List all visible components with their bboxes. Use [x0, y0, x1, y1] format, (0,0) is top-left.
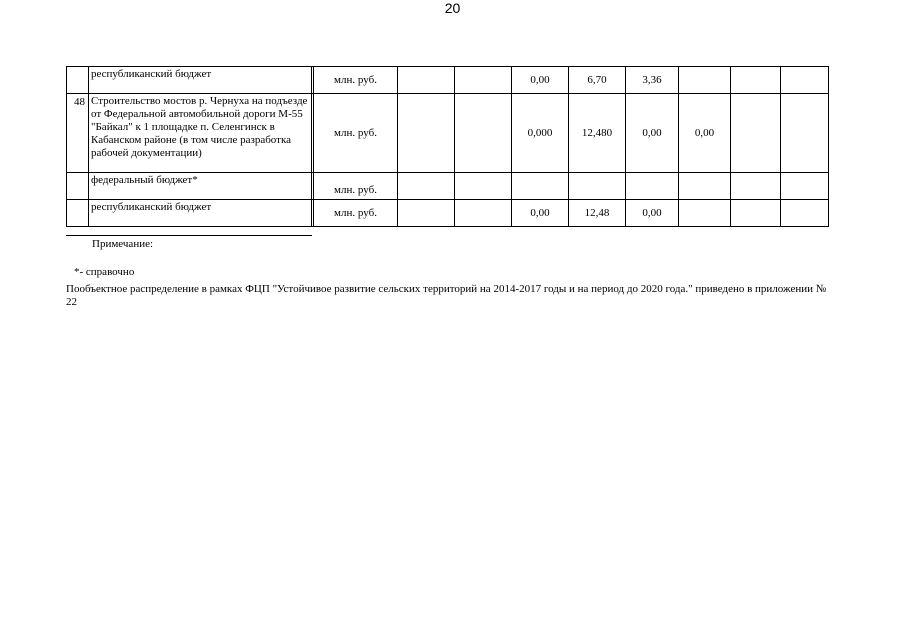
- value-cell: [731, 94, 781, 173]
- value-cell: [781, 67, 829, 94]
- budget-table: [66, 66, 829, 227]
- value-cell: [781, 173, 829, 200]
- value-cell: 0,00: [626, 94, 679, 173]
- row-name: федеральный бюджет*: [89, 173, 312, 200]
- value-cell: [679, 67, 731, 94]
- value-cell: 6,70: [569, 67, 626, 94]
- value-cell: 0,000: [512, 94, 569, 173]
- unit-cell: млн. руб.: [314, 200, 398, 227]
- value-cell: 0,00: [626, 200, 679, 227]
- note-heading: Примечание:: [92, 238, 154, 250]
- unit-cell: млн. руб.: [314, 94, 398, 173]
- unit-cell: млн. руб.: [314, 67, 398, 94]
- value-cell: [731, 200, 781, 227]
- value-cell: [781, 94, 829, 173]
- value-cell: [398, 200, 455, 227]
- value-cell: [679, 200, 731, 227]
- table-row: [67, 67, 829, 94]
- note-paragraph: Пообъектное распределение в рамках ФЦП "Устойчивое развитие сельских территорий на 2014-2017 годы и на период до 2020 года." приведено в приложении № 22: [66, 283, 827, 308]
- row-number: 48: [67, 94, 89, 173]
- value-cell: [455, 67, 512, 94]
- row-number: [67, 67, 89, 94]
- table-row: [67, 94, 829, 173]
- value-cell: [398, 173, 455, 200]
- value-cell: 0,00: [512, 67, 569, 94]
- value-cell: 0,00: [679, 94, 731, 173]
- note-asterisk: *- справочно: [74, 266, 135, 278]
- row-number: [67, 173, 89, 200]
- value-cell: [512, 173, 569, 200]
- value-cell: [679, 173, 731, 200]
- value-cell: 0,00: [512, 200, 569, 227]
- page-number: 20: [444, 0, 461, 16]
- row-name: республиканский бюджет: [89, 67, 312, 94]
- value-cell: 3,36: [626, 67, 679, 94]
- value-cell: [731, 67, 781, 94]
- value-cell: [455, 94, 512, 173]
- value-cell: [398, 94, 455, 173]
- value-cell: [731, 173, 781, 200]
- row-name: Строительство мостов р. Чернуха на подъезде от Федеральной автомобильной дороги М-55 "Байкал" к 1 площадке п. Селенгинск в Кабанском районе (в том числе разработка рабочей документации): [89, 94, 312, 173]
- table-row: [67, 173, 829, 200]
- value-cell: [569, 173, 626, 200]
- value-cell: [626, 173, 679, 200]
- table-row: [67, 200, 829, 227]
- row-number: [67, 200, 89, 227]
- value-cell: [398, 67, 455, 94]
- value-cell: [781, 200, 829, 227]
- unit-cell: млн. руб.: [314, 173, 398, 200]
- value-cell: 12,480: [569, 94, 626, 173]
- value-cell: 12,48: [569, 200, 626, 227]
- value-cell: [455, 173, 512, 200]
- footnote-divider: [66, 235, 312, 236]
- row-name: республиканский бюджет: [89, 200, 312, 227]
- value-cell: [455, 200, 512, 227]
